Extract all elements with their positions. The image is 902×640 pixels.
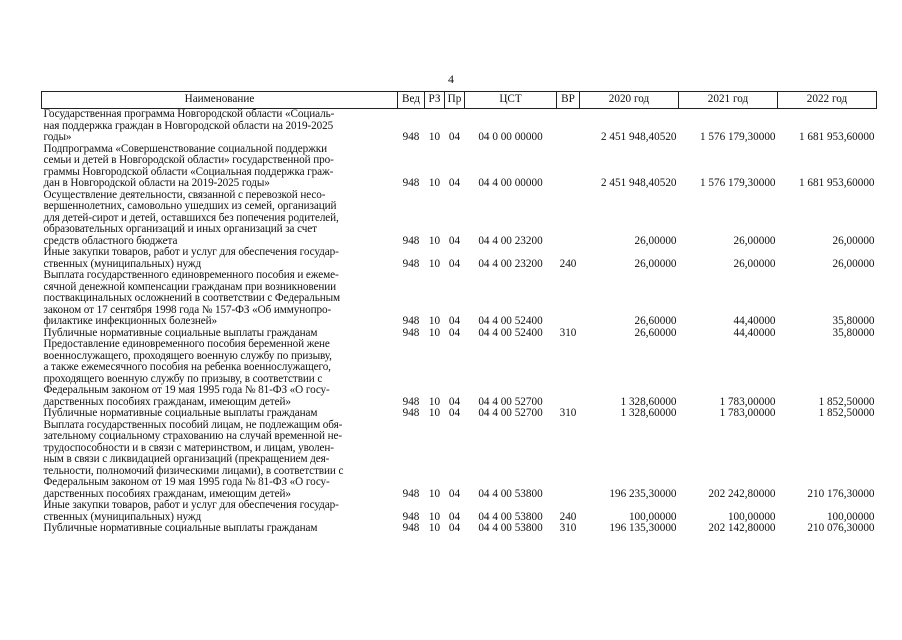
cell-y2022: 35,80000 bbox=[832, 326, 875, 339]
table-row bbox=[42, 247, 877, 270]
cell-y2021: 202 142,80000 bbox=[708, 522, 776, 534]
row-name-line: а также ежемесячного пособия на ребенка военнослужащего, bbox=[43, 361, 331, 373]
cell-y2020: 1 328,60000 bbox=[620, 395, 677, 408]
cell-ved: 948 bbox=[402, 131, 420, 143]
cell-rz: 10 bbox=[428, 326, 441, 339]
cell-y2021: 26,00000 bbox=[733, 257, 776, 270]
cell-pr: 04 bbox=[448, 177, 461, 189]
row-name-line: Федеральным законом от 19 мая 1995 года № 81-ФЗ «О госу- bbox=[43, 476, 330, 488]
cell-ved: 948 bbox=[402, 234, 420, 247]
row-name-cell bbox=[42, 247, 398, 270]
cell-vr: 240 bbox=[559, 510, 577, 523]
cell-ved: 948 bbox=[402, 522, 420, 534]
cell-y2020: 196 235,30000 bbox=[609, 487, 677, 500]
row-name-line: семьи и детей в Новгородской области» государственной про- bbox=[43, 154, 334, 166]
row-name-cell bbox=[42, 109, 398, 144]
row-name-cell bbox=[42, 523, 398, 535]
cell-y2022: 1 852,50000 bbox=[818, 395, 875, 408]
row-name-line: вершеннолетних, самовольно ушедших из семей, организаций bbox=[43, 200, 337, 212]
table-row bbox=[42, 420, 877, 501]
cell-pr: 04 bbox=[448, 407, 461, 419]
row-name-line: средств областного бюджета bbox=[43, 234, 178, 247]
cell-vr bbox=[557, 190, 580, 248]
cell-vr: 240 bbox=[559, 257, 577, 270]
cell-y2020: 2 451 948,40520 bbox=[600, 131, 677, 143]
cell-cst: 04 4 00 52400 bbox=[478, 315, 543, 327]
cell-cst: 04 4 00 23200 bbox=[478, 257, 543, 270]
cell-rz: 10 bbox=[428, 510, 441, 523]
row-name-line: образовательных организаций и иных организаций за счет bbox=[43, 223, 317, 235]
cell-y2021: 44,40000 bbox=[733, 326, 776, 339]
cell-y2021: 1 783,00000 bbox=[719, 395, 776, 408]
row-name-line: трудоспособности и в связи с материнством, и лицам, уволен- bbox=[43, 441, 334, 454]
cell-y2022: 26,00000 bbox=[832, 234, 875, 247]
row-name-line: филактике инфекционных болезней» bbox=[43, 315, 218, 327]
row-name-line: ная поддержка граждан в Новгородской области на 2019-2025 bbox=[43, 119, 334, 132]
cell-vr bbox=[557, 339, 580, 408]
cell-ved: 948 bbox=[402, 395, 420, 408]
row-name-line: ственных (муниципальных) нужд bbox=[43, 510, 202, 523]
row-name-line: дан в Новгородской области на 2019-2025 годы» bbox=[43, 177, 270, 189]
cell-pr: 04 bbox=[448, 510, 461, 523]
cell-cst: 04 0 00 00000 bbox=[478, 131, 543, 143]
row-name-line: для детей-сирот и детей, оставшихся без попечения родителей, bbox=[43, 211, 339, 224]
cell-y2020: 26,00000 bbox=[634, 257, 677, 270]
row-name-cell bbox=[42, 190, 398, 248]
cell-y2021: 1 576 179,30000 bbox=[699, 131, 776, 143]
table-row bbox=[42, 144, 877, 190]
row-name-cell bbox=[42, 270, 398, 328]
row-name-line: Государственная программа Новгородской области «Социаль- bbox=[43, 108, 335, 120]
cell-cst: 04 4 00 00000 bbox=[478, 177, 543, 189]
cell-cst: 04 4 00 23200 bbox=[478, 234, 543, 247]
cell-vr bbox=[557, 270, 580, 328]
cell-y2021: 44,40000 bbox=[733, 315, 776, 327]
row-name-line: ным в связи с ликвидацией организаций (прекращением дея- bbox=[43, 453, 330, 465]
table-body bbox=[42, 109, 877, 535]
row-name-line: проходящего военную службу по призыву, в соответствии с bbox=[43, 372, 323, 385]
cell-rz: 10 bbox=[428, 315, 441, 327]
table-row bbox=[42, 109, 877, 144]
header-2021: 2021 год bbox=[679, 92, 778, 109]
row-name-line: дарственных пособиях гражданам, имеющим детей» bbox=[43, 487, 291, 500]
cell-y2021: 1 783,00000 bbox=[719, 407, 776, 419]
table-row bbox=[42, 270, 877, 328]
row-name-line: Публичные нормативные социальные выплаты гражданам bbox=[43, 522, 318, 534]
cell-rz: 10 bbox=[428, 234, 441, 247]
cell-vr bbox=[557, 420, 580, 501]
cell-vr: 310 bbox=[559, 407, 577, 419]
row-name-line: Выплата государственных пособий лицам, не подлежащим обя- bbox=[43, 418, 343, 431]
table-row bbox=[42, 523, 877, 535]
row-name-line: военнослужащего, проходящего военную службу по призыву, bbox=[43, 349, 332, 362]
cell-pr: 04 bbox=[448, 131, 461, 143]
header-pr: Пр bbox=[445, 92, 465, 109]
table-header-row bbox=[42, 92, 877, 109]
cell-rz: 10 bbox=[428, 257, 441, 270]
header-ved: Вед bbox=[398, 92, 425, 109]
header-2020: 2020 год bbox=[580, 92, 679, 109]
cell-y2022: 100,00000 bbox=[826, 510, 875, 523]
cell-y2022: 35,80000 bbox=[832, 315, 875, 327]
row-name-line: Подпрограмма «Совершенствование социальной поддержки bbox=[43, 142, 327, 155]
table-row bbox=[42, 408, 877, 420]
cell-y2021: 26,00000 bbox=[733, 234, 776, 247]
cell-y2020: 1 328,60000 bbox=[620, 407, 677, 419]
cell-y2020: 26,00000 bbox=[634, 234, 677, 247]
row-name-line: Иные закупки товаров, работ и услуг для обеспечения государ- bbox=[43, 499, 339, 511]
cell-cst: 04 4 00 52700 bbox=[478, 395, 543, 408]
cell-rz: 10 bbox=[428, 487, 441, 500]
header-rz: РЗ bbox=[425, 92, 445, 109]
header-vr: ВР bbox=[557, 92, 580, 109]
row-name-line: законом от 17 сентября 1998 года № 157-ФЗ «Об иммунопро- bbox=[43, 303, 332, 316]
cell-y2021: 1 576 179,30000 bbox=[699, 177, 776, 189]
header-cst: ЦСТ bbox=[465, 92, 557, 109]
cell-cst: 04 4 00 53800 bbox=[478, 487, 543, 500]
row-name-line: Осуществление деятельности, связанной с перевозкой несо- bbox=[43, 188, 326, 201]
cell-pr: 04 bbox=[448, 487, 461, 500]
cell-y2021: 202 242,80000 bbox=[708, 487, 776, 500]
row-name-line: Публичные нормативные социальные выплаты гражданам bbox=[43, 407, 318, 419]
cell-vr bbox=[557, 109, 580, 144]
cell-y2022: 1 852,50000 bbox=[818, 407, 875, 419]
cell-cst: 04 4 00 53800 bbox=[478, 522, 543, 534]
cell-cst: 04 4 00 53800 bbox=[478, 510, 543, 523]
cell-y2020: 100,00000 bbox=[628, 510, 677, 523]
cell-y2022: 210 076,30000 bbox=[807, 522, 875, 534]
row-name-line: ственных (муниципальных) нужд bbox=[43, 257, 202, 270]
row-name-line: поствакцинальных осложнений в соответствии с Федеральным bbox=[43, 292, 341, 304]
cell-rz: 10 bbox=[428, 177, 441, 189]
row-name-line: Предоставление единовременного пособия беременной жене bbox=[43, 338, 330, 350]
row-name-line: Иные закупки товаров, работ и услуг для обеспечения государ- bbox=[43, 246, 339, 258]
cell-y2022: 26,00000 bbox=[832, 257, 875, 270]
cell-vr bbox=[557, 144, 580, 190]
cell-vr: 310 bbox=[559, 326, 577, 339]
cell-pr: 04 bbox=[448, 326, 461, 339]
cell-y2020: 26,60000 bbox=[634, 326, 677, 339]
row-name-line: годы» bbox=[43, 131, 72, 143]
row-name-line: Выплата государственного единовременного пособия и ежеме- bbox=[43, 269, 339, 281]
row-name-cell bbox=[42, 339, 398, 408]
row-name-cell bbox=[42, 144, 398, 190]
cell-cst: 04 4 00 52400 bbox=[478, 326, 543, 339]
cell-y2022: 1 681 953,60000 bbox=[798, 131, 875, 143]
row-name-line: Публичные нормативные социальные выплаты гражданам bbox=[43, 326, 318, 339]
cell-ved: 948 bbox=[402, 487, 420, 500]
cell-pr: 04 bbox=[448, 522, 461, 534]
table-row bbox=[42, 339, 877, 408]
cell-pr: 04 bbox=[448, 234, 461, 247]
cell-ved: 948 bbox=[402, 326, 420, 339]
cell-rz: 10 bbox=[428, 131, 441, 143]
cell-y2020: 196 135,30000 bbox=[609, 522, 677, 534]
cell-ved: 948 bbox=[402, 257, 420, 270]
cell-pr: 04 bbox=[448, 395, 461, 408]
cell-rz: 10 bbox=[428, 407, 441, 419]
cell-pr: 04 bbox=[448, 315, 461, 327]
cell-pr: 04 bbox=[448, 257, 461, 270]
cell-y2020: 26,60000 bbox=[634, 315, 677, 327]
row-name-line: граммы Новгородской области «Социальная поддержка граж- bbox=[43, 165, 334, 178]
cell-ved: 948 bbox=[402, 315, 420, 327]
header-2022: 2022 год bbox=[778, 92, 877, 109]
row-name-line: тельности, полномочий физическими лицами), в соответствии с bbox=[43, 464, 344, 477]
row-name-cell bbox=[42, 500, 398, 523]
cell-ved: 948 bbox=[402, 510, 420, 523]
row-name-cell bbox=[42, 408, 398, 420]
row-name-cell bbox=[42, 420, 398, 501]
cell-y2020: 2 451 948,40520 bbox=[600, 177, 677, 189]
cell-cst: 04 4 00 52700 bbox=[478, 407, 543, 419]
header-name: Наименование bbox=[42, 92, 398, 109]
cell-y2021: 100,00000 bbox=[727, 510, 776, 523]
page-number: 4 bbox=[448, 72, 454, 86]
cell-vr: 310 bbox=[559, 522, 577, 534]
cell-y2022: 1 681 953,60000 bbox=[798, 177, 875, 189]
row-name-line: сячной денежной компенсации гражданам при возникновении bbox=[43, 280, 336, 293]
row-name-line: Федеральным законом от 19 мая 1995 года № 81-ФЗ «О госу- bbox=[43, 384, 330, 396]
row-name-line: зательному социальному страхованию на случай временной не- bbox=[43, 430, 343, 442]
cell-rz: 10 bbox=[428, 395, 441, 408]
budget-table bbox=[41, 91, 877, 535]
cell-rz: 10 bbox=[428, 522, 441, 534]
cell-y2022: 210 176,30000 bbox=[807, 487, 875, 500]
table-row bbox=[42, 190, 877, 248]
cell-ved: 948 bbox=[402, 407, 420, 419]
row-name-line: дарственных пособиях гражданам, имеющим детей» bbox=[43, 395, 291, 408]
cell-ved: 948 bbox=[402, 177, 420, 189]
table-row bbox=[42, 500, 877, 523]
